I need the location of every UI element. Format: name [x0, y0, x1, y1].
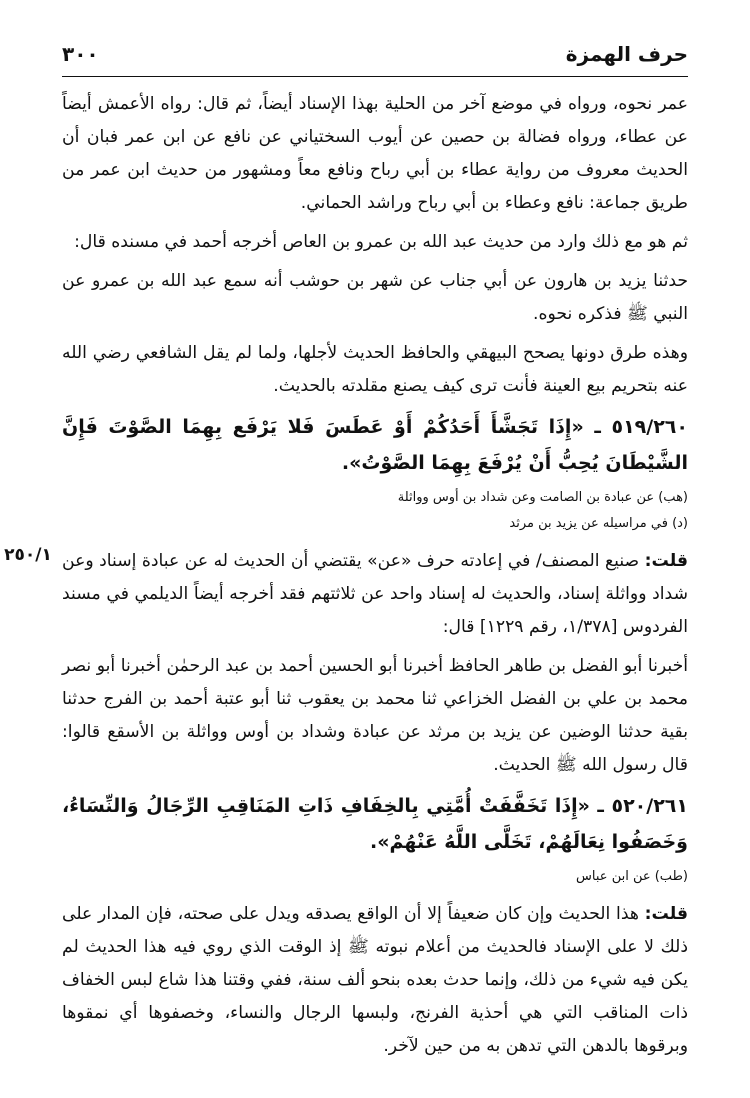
hadith-text: ٥٢٠/٢٦١ ـ «إِذَا تَخَفَّفَتْ أُمَّتِي بِالخِفَافِ ذَاتِ المَنَاقِبِ الرِّجَالُ وَالنِّسَاءُ، وَخَصَفُوا نِعَالَهُمْ، تَخَلَّى اللَّهُ عَنْهُمْ».	[62, 795, 688, 853]
hadith-source: (د) في مراسيله عن يزيد بن مرثد	[509, 516, 688, 531]
paragraph: عمر نحوه، ورواه في موضع آخر من الحلية بهذا الإسناد أيضاً، ثم قال: رواه الأعمش أيضاً عن عطاء، ورواه فضالة بن حصين عن أيوب السختياني عن نافع عن ابن عمر فبان أن الحديث معروف من رواية عطاء بن أبي رباح ونافع معاً ومشهور من حديث ابن عمر من طريق جماعة: نافع وعطاء بن أبي رباح وراشد الحماني.	[62, 94, 688, 213]
commentary-text: هذا الحديث وإن كان ضعيفاً إلا أن الواقع يصدقه ويدل على صحته، فإن المدار على ذلك لا على الإسناد فالحديث من أعلام نبوته ﷺ إذ الوقت الذي روي فيه هذا الحديث لم يكن فيه شيء من ذلك، وإنما حدث بعده بنحو ألف سنة، ففي وقتنا هذا شاع لبس الخفاف ذات المناقب التي هي أحذية الفرنج، ولبسها الرجال والنساء، وخصفوها أي نمقوها وبرقوها بالدهن التي تدهن به من حين لآخر.	[62, 904, 688, 1056]
page-header	[62, 40, 688, 72]
page-number: ٣٠٠	[62, 42, 99, 66]
commentary-paragraph	[62, 898, 688, 1063]
isnad-chain: أخبرنا أبو الفضل بن طاهر الحافظ أخبرنا أبو الحسين أحمد بن عبد الرحمٰن أخبرنا أبو نصر محمد بن علي بن الفضل الخزاعي ثنا محمد بن يعقوب ثنا أبو عتبة أحمد بن الفرج حدثنا بقية حدثنا الوضين عن يزيد بن مرثد عن عبادة وشداد بن أوس وواثلة بن الأسقع قالوا: قال رسول الله ﷺ الحديث.	[62, 656, 688, 775]
paragraph: ثم هو مع ذلك وارد من حديث عبد الله بن عمرو بن العاص أخرجه أحمد في مسنده قال:	[74, 232, 688, 252]
commentary-label: قلت:	[644, 904, 688, 924]
paragraph: وهذه طرق دونها يصحح البيهقي والحافظ الحديث لأجلها، ولما لم يقل الشافعي رضي الله عنه بتحريم بيع العينة فأنت ترى كيف يصنع مقلدته بالحديث.	[62, 343, 688, 396]
hadith-text: ٥١٩/٢٦٠ ـ «إِذَا تَجَشَّأَ أَحَدُكُمْ أَوْ عَطَسَ فَلا يَرْفَع بِهِمَا الصَّوْتَ فَإِنَّ الشَّيْطَانَ يُحِبُّ أَنْ يُرْفَعَ بِهِمَا الصَّوْتُ».	[62, 416, 688, 474]
commentary-text: صنيع المصنف/ في إعادته حرف «عن» يقتضي أن الحديث له عن عبادة إسناد وعن شداد وواثلة إسناد، والحديث له إسناد واحد عن ثلاثتهم فقد أخرجه أيضاً الديلمي في مسند الفردوس [١/٣٧٨، رقم ١٢٢٩] قال:	[62, 551, 688, 637]
margin-reference-number: ٢٥٠/١	[4, 545, 52, 565]
header-rule	[62, 76, 688, 77]
commentary-paragraph	[62, 545, 688, 644]
chapter-title: حرف الهمزة	[565, 42, 688, 66]
hadith-source: (طب) عن ابن عباس	[576, 869, 688, 884]
hadith-source: (هب) عن عبادة بن الصامت وعن شداد بن أوس وواثلة	[397, 490, 688, 505]
commentary-label: قلت:	[644, 551, 689, 571]
commentary-entry	[4, 545, 689, 644]
paragraph: حدثنا يزيد بن هارون عن أبي جناب عن شهر بن حوشب أنه سمع عبد الله بن عمرو عن النبي ﷺ فذكره نحوه.	[62, 271, 688, 324]
page-body	[4, 88, 689, 1069]
